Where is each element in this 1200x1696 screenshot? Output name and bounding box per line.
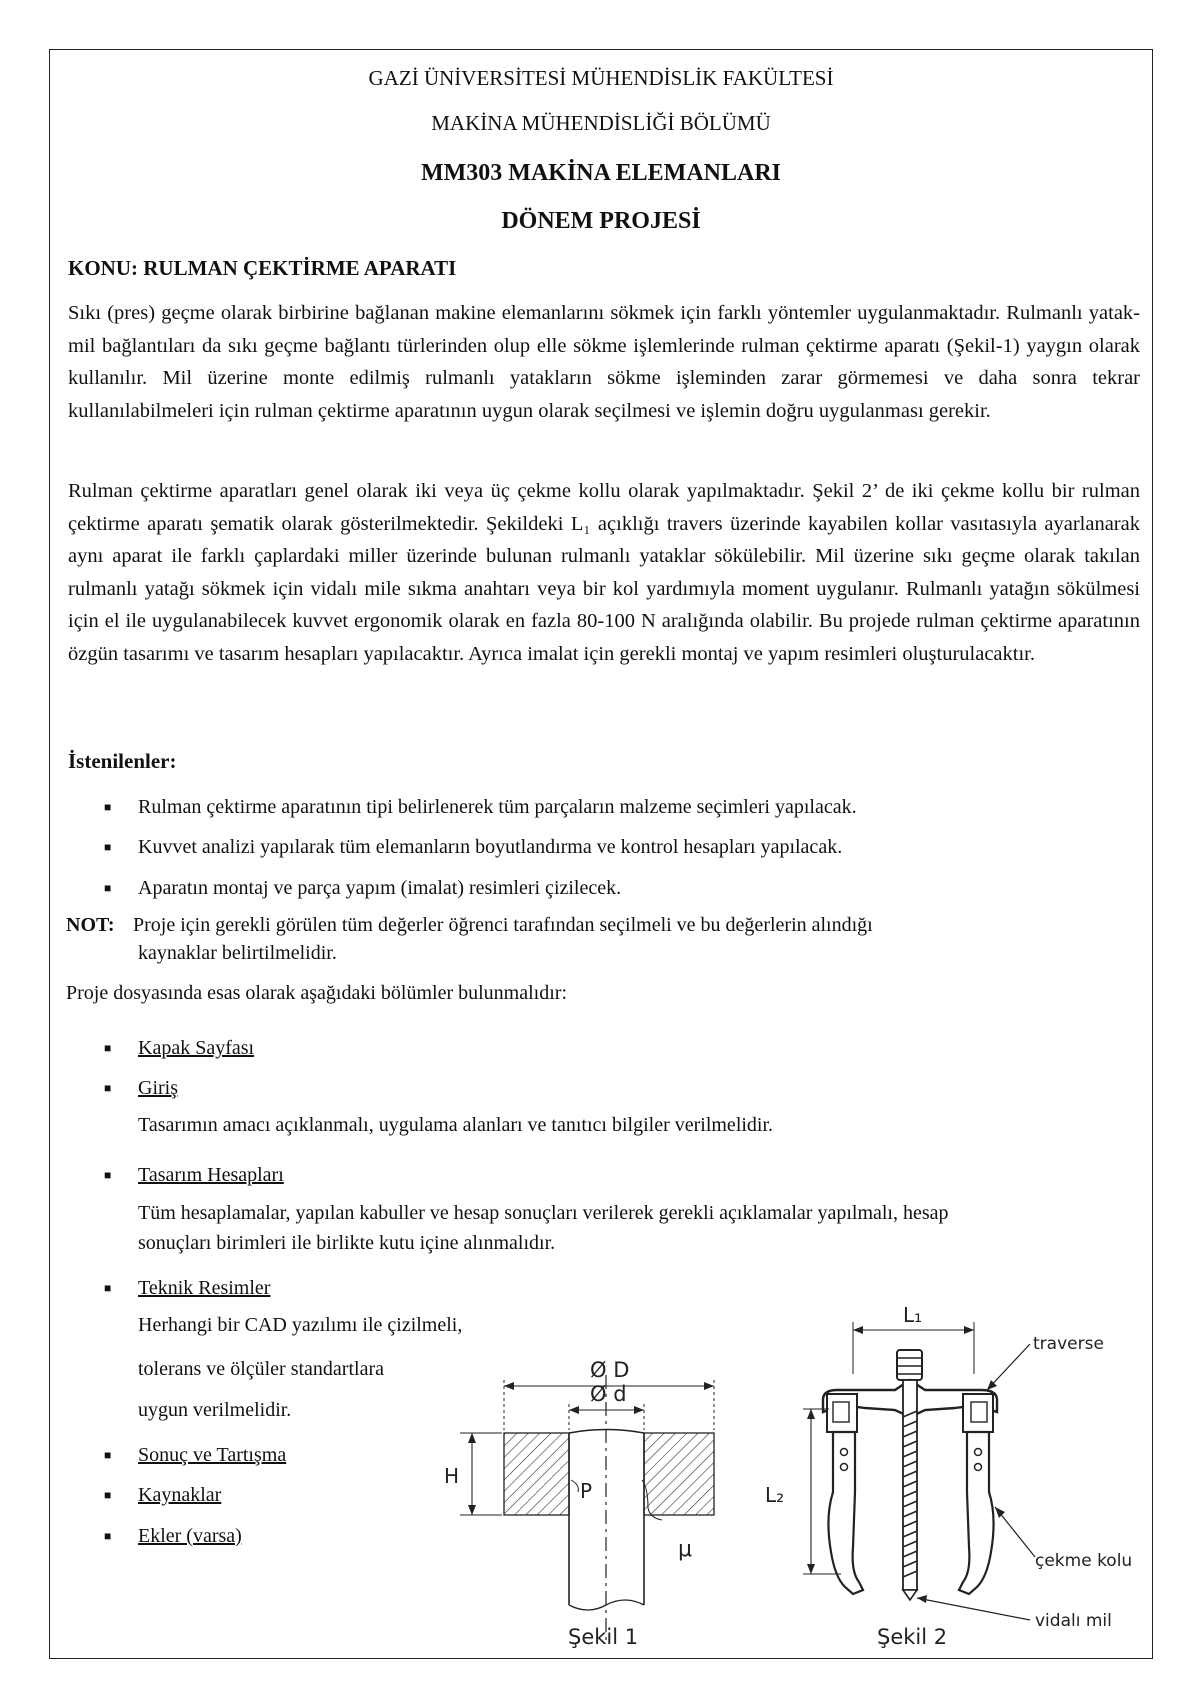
university-name: GAZİ ÜNİVERSİTESİ MÜHENDİSLİK FAKÜLTESİ (368, 66, 834, 90)
requirements-heading: İstenilenler: (68, 749, 177, 773)
section-kapak: Kapak Sayfası (138, 1037, 255, 1059)
topic-heading: KONU: RULMAN ÇEKTİRME APARATI (68, 256, 457, 280)
section-teknik: Teknik Resimler (138, 1277, 271, 1299)
figure-2-bearing-puller (745, 1302, 1150, 1657)
label-arm: çekme kolu (1035, 1551, 1133, 1571)
requirement-text: Kuvvet analizi yapılarak tüm elemanların boyutlandırma ve kontrol hesapları yapılacak. (138, 836, 843, 858)
nut (897, 1350, 922, 1380)
requirement-item: ■ Kuvvet analizi yapılarak tüm elemanların boyutlandırma ve kontrol hesapları yapılacak. (104, 836, 843, 858)
label-L1: L₁ (903, 1303, 923, 1327)
label-traverse: traverse (1033, 1334, 1104, 1354)
document-subtitle: DÖNEM PROJESİ (501, 208, 701, 234)
requirement-item: ■ Aparatın montaj ve parça yapım (imalat) resimleri çizilecek. (104, 877, 622, 899)
label-L2: L₂ (765, 1483, 785, 1507)
hub-right (644, 1433, 714, 1515)
section-hesap-description-1: Tüm hesaplamalar, yapılan kabuller ve hesap sonuçları verilerek gerekli açıklamalar yapılmalı, hesap (138, 1202, 949, 1224)
requirement-text: Rulman çektirme aparatının tipi belirlenerek tüm parçaların malzeme seçimleri yapılacak. (138, 796, 857, 818)
section-teknik-description-1: Herhangi bir CAD yazılımı ile çizilmeli, (138, 1314, 463, 1336)
label-d: Ø d (590, 1382, 627, 1406)
section-item: ■ Giriş (104, 1077, 178, 1099)
section-teknik-description-2: tolerans ve ölçüler standartlara (138, 1358, 384, 1380)
section-hesap-description-2: sonuçları birimleri ile birlikte kutu içine alınmalıdır. (138, 1232, 556, 1254)
section-item: ■ Sonuç ve Tartışma (104, 1444, 287, 1466)
label-H: H (444, 1464, 460, 1488)
requirement-item: ■ Rulman çektirme aparatının tipi belirlenerek tüm parçaların malzeme seçimleri yapılacak. (104, 796, 857, 818)
figure-1-caption: Şekil 1 (568, 1625, 639, 1649)
section-item: ■ Kapak Sayfası (104, 1037, 255, 1059)
right-arm (959, 1432, 994, 1594)
section-item: ■ Tasarım Hesapları (104, 1164, 284, 1186)
paragraph-intro: Sıkı (pres) geçme olarak birbirine bağlanan makine elemanlarını sökmek için farklı yöntemler uygulanmaktadır. Rulmanlı yatak-mil bağlantıları da sıkı geçme bağlantı türlerinden olup elle sökme işlemlerinde rulman çektirme aparatı (Şekil-1) yaygın olarak kullanılır. Mil üzerine monte edilmiş rulmanlı yatakların sökme işleminden zarar görmemesi ve daha sonra tekrar kullanılabilmeleri için rulman çektirme aparatının uygun olarak seçilmesi ve işlemin doğru uygulanması gerekir. (68, 302, 1140, 422)
section-giris-description: Tasarımın amacı açıklanmalı, uygulama alanları ve tanıtıcı bilgiler verilmelidir. (138, 1114, 774, 1136)
left-arm (828, 1432, 863, 1594)
sections-intro: Proje dosyasında esas olarak aşağıdaki bölümler bulunmalıdır: (66, 982, 567, 1004)
label-mu: μ (678, 1537, 692, 1562)
section-kaynaklar: Kaynaklar (138, 1484, 222, 1506)
paragraph-description: Rulman çektirme aparatları genel olarak iki veya üç çekme kollu olarak yapılmaktadır. Şekil 2’ de iki çekme kollu bir rulman çektirme aparatı şematik olarak gösterilmektedir. Şekildeki L₁ açıklığı travers üzerinde kayabilen kollar vasıtasıyla ayarlanarak aynı aparat ile farklı çaplardaki miller üzerinde bulunan rulmanlı yataklar sökülebilir. Mil üzerine sıkı geçme olarak takılan rulmanlı yatağı sökmek için vidalı mile sıkma anahtarı veya bir kol yardımıyla moment uygulanır. Rulmanlı yatağın sökülmesi için el ile uygulanabilecek kuvvet ergonomik olarak en fazla 80-100 N aralığında olabilir. Bu projede rulman çektirme aparatının özgün tasarımı ve tasarım hesapları yapılacaktır. Ayrıca imalat için gerekli montaj ve yapım resimleri oluşturulacaktır. (68, 480, 1140, 665)
hub-left (504, 1433, 569, 1515)
figure-2-caption: Şekil 2 (877, 1625, 948, 1649)
note-line-1: Proje için gerekli görülen tüm değerler öğrenci tarafından seçilmeli ve bu değerlerin alındığı (133, 914, 873, 936)
label-screw: vidalı mil (1035, 1611, 1112, 1631)
section-item: ■ Ekler (varsa) (104, 1525, 242, 1547)
note-line-2: kaynaklar belirtilmelidir. (138, 942, 337, 964)
section-giris: Giriş (138, 1077, 178, 1099)
note-label: NOT: (66, 914, 115, 936)
course-title: MM303 MAKİNA ELEMANLARI (421, 160, 781, 186)
requirement-text: Aparatın montaj ve parça yapım (imalat) resimleri çizilecek. (138, 877, 622, 899)
label-D: Ø D (590, 1358, 630, 1382)
section-teknik-description-3: uygun verilmelidir. (138, 1399, 292, 1421)
section-item: ■ Teknik Resimler (104, 1277, 271, 1299)
figure-1-shaft-hub (440, 1340, 730, 1655)
section-item: ■ Kaynaklar (104, 1484, 222, 1506)
department-name: MAKİNA MÜHENDİSLİĞİ BÖLÜMÜ (431, 111, 771, 135)
label-P: P (580, 1479, 593, 1503)
section-hesap: Tasarım Hesapları (138, 1164, 284, 1186)
section-ekler: Ekler (varsa) (138, 1525, 242, 1547)
section-sonuc: Sonuç ve Tartışma (138, 1444, 287, 1466)
